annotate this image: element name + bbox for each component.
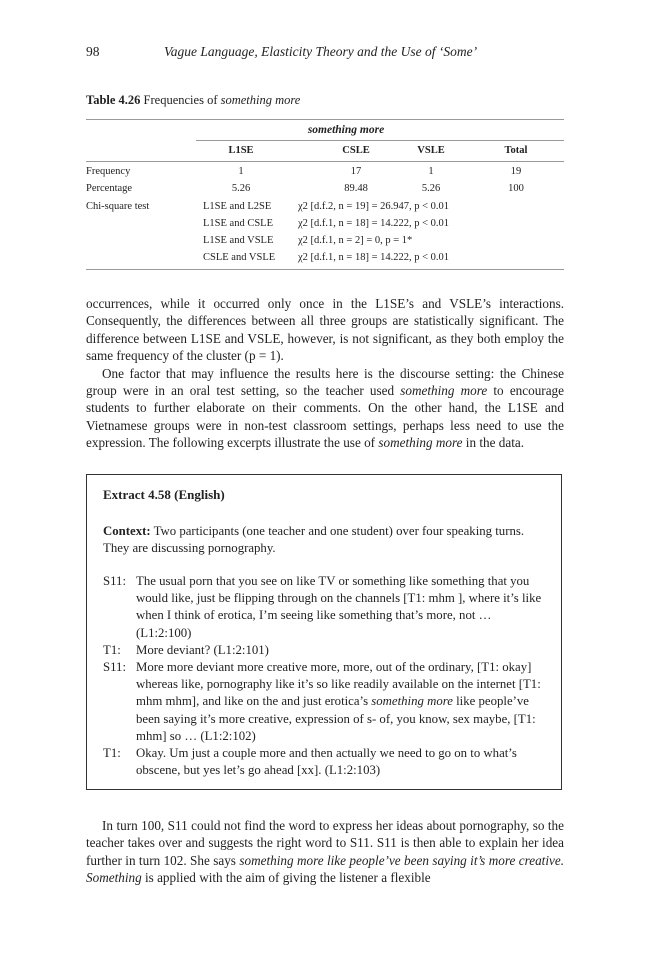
turn bbox=[103, 745, 548, 779]
header-bottom-rule bbox=[86, 161, 564, 162]
speaker: S11: bbox=[103, 574, 126, 588]
paragraph-3-italic: something more like people’ve been saying it’s more creative. Something bbox=[86, 852, 564, 886]
context-label: Context: bbox=[103, 524, 151, 538]
utterance-italic: something more bbox=[371, 694, 453, 709]
table-bottom-rule bbox=[86, 269, 564, 270]
chi-stat-1: χ2 [d.f.2, n = 19] = 26.947, p < 0.01 bbox=[298, 201, 450, 212]
paragraph-1: occurrences, while it occurred only once in the L1SE’s and VSLE’s interactions. Consequently, the differences between all three groups are statistically significant. The difference between L1SE and VSLE, however, is not significant, as they both employ the same frequency of the cluster (p = 1). bbox=[86, 296, 564, 364]
row-label-percentage: Percentage bbox=[86, 183, 133, 194]
extract-context bbox=[103, 523, 548, 557]
cell-frequency-l1se: 1 bbox=[238, 166, 244, 177]
utterance-text: More more deviant more creative more, more, out of the ordinary, [T1: okay] whereas like, pornography like it’s so like readily available on the internet [T1: mhm mhm], and like on the and just erotica’s bbox=[136, 660, 541, 709]
speaker: T1: bbox=[103, 746, 121, 761]
paragraph-2-italic: something more bbox=[400, 383, 488, 399]
context-text: Two participants (one teacher and one student) over four speaking turns. They are discussing pornography. bbox=[103, 524, 525, 555]
col-header-total: Total bbox=[504, 145, 528, 156]
chi-stat-4: χ2 [d.f.1, n = 18] = 14.222, p < 0.01 bbox=[298, 252, 450, 263]
chi-pair-3: L1SE and VSLE bbox=[203, 235, 274, 246]
paragraph-2-italic: something more bbox=[378, 435, 463, 451]
extract-turns bbox=[103, 573, 548, 779]
speaker: T1: bbox=[103, 642, 121, 657]
extract-box bbox=[86, 474, 562, 790]
body-text-upper bbox=[86, 295, 564, 452]
cell-frequency-csle: 17 bbox=[350, 166, 362, 177]
table-group-header: something more bbox=[307, 124, 385, 136]
paragraph-3-text: In turn 100, S11 could not find the word to express her ideas about pornography, so the teacher takes over and suggests the right word to S11. S11 is then able to explain her idea further in turn 102. She says bbox=[86, 818, 564, 868]
table-caption-italic: something more bbox=[220, 93, 301, 107]
table-label: Table 4.26 bbox=[86, 93, 141, 107]
cell-percentage-l1se: 5.26 bbox=[231, 183, 251, 194]
col-header-vsle: VSLE bbox=[417, 145, 445, 156]
table-top-rule bbox=[86, 119, 564, 120]
cell-percentage-total: 100 bbox=[508, 183, 524, 194]
paragraph-2 bbox=[86, 365, 564, 452]
table-caption bbox=[86, 93, 300, 108]
paragraph-3 bbox=[86, 817, 564, 887]
table-caption-text: Frequencies of bbox=[143, 93, 218, 107]
cell-percentage-vsle: 5.26 bbox=[421, 183, 441, 194]
cell-frequency-vsle: 1 bbox=[428, 166, 434, 177]
row-label-frequency: Frequency bbox=[86, 166, 131, 177]
turn bbox=[103, 642, 548, 659]
utterance: The usual porn that you see on like TV or something like something that you would like, just be flipping through on the channels [T1: mhm ], where it’s like when I think of erotica, I’m seeing like something that’s more, not … (L1:2:100) bbox=[136, 574, 542, 640]
page-number: 98 bbox=[86, 44, 100, 59]
row-label-chi-square: Chi-square test bbox=[86, 201, 150, 212]
col-header-l1se: L1SE bbox=[228, 145, 254, 156]
speaker: S11: bbox=[103, 660, 126, 675]
running-title: Vague Language, Elasticity Theory and the Use of ‘Some’ bbox=[164, 44, 478, 59]
chi-stat-2: χ2 [d.f.1, n = 18] = 14.222, p < 0.01 bbox=[298, 218, 450, 229]
utterance: More deviant? (L1:2:101) bbox=[136, 642, 269, 657]
cell-percentage-csle: 89.48 bbox=[344, 183, 368, 194]
turn bbox=[103, 573, 548, 642]
utterance-text: like people’ve been saying it’s more creative, expression of s- of, you know, sex maybe, [T1: mhm] so … (L1:2:102) bbox=[136, 694, 536, 743]
chi-pair-1: L1SE and L2SE bbox=[203, 201, 272, 212]
cell-frequency-total: 19 bbox=[510, 166, 522, 177]
turn bbox=[103, 659, 548, 745]
col-header-csle: CSLE bbox=[342, 145, 370, 156]
paragraph-3-text: is applied with the aim of giving the listener a flexible bbox=[141, 870, 431, 886]
utterance: Okay. Um just a couple more and then actually we need to go on to what’s obscene, but yes let’s go ahead [xx]. (L1:2:103) bbox=[136, 746, 517, 778]
paragraph-2-text: One factor that may influence the results here is the discourse setting: the Chinese group were in an oral test setting, so the teacher used bbox=[86, 365, 564, 399]
chi-pair-4: CSLE and VSLE bbox=[203, 252, 276, 263]
body-text-lower bbox=[86, 817, 564, 887]
paragraph-2-text: to encourage students to further elaborate on their comments. On the other hand, the L1SE and Vietnamese groups were in non-test classroom settings, perhaps less need to use the expression. The following excerpts illustrate the use of bbox=[86, 383, 564, 451]
chi-pair-2: L1SE and CSLE bbox=[203, 218, 273, 229]
group-header-rule bbox=[196, 140, 564, 141]
extract-title: Extract 4.58 (English) bbox=[103, 487, 225, 502]
chi-stat-3: χ2 [d.f.1, n = 2] = 0, p = 1* bbox=[298, 235, 413, 246]
paragraph-2-text: in the data. bbox=[462, 435, 525, 451]
utterance bbox=[136, 659, 548, 745]
